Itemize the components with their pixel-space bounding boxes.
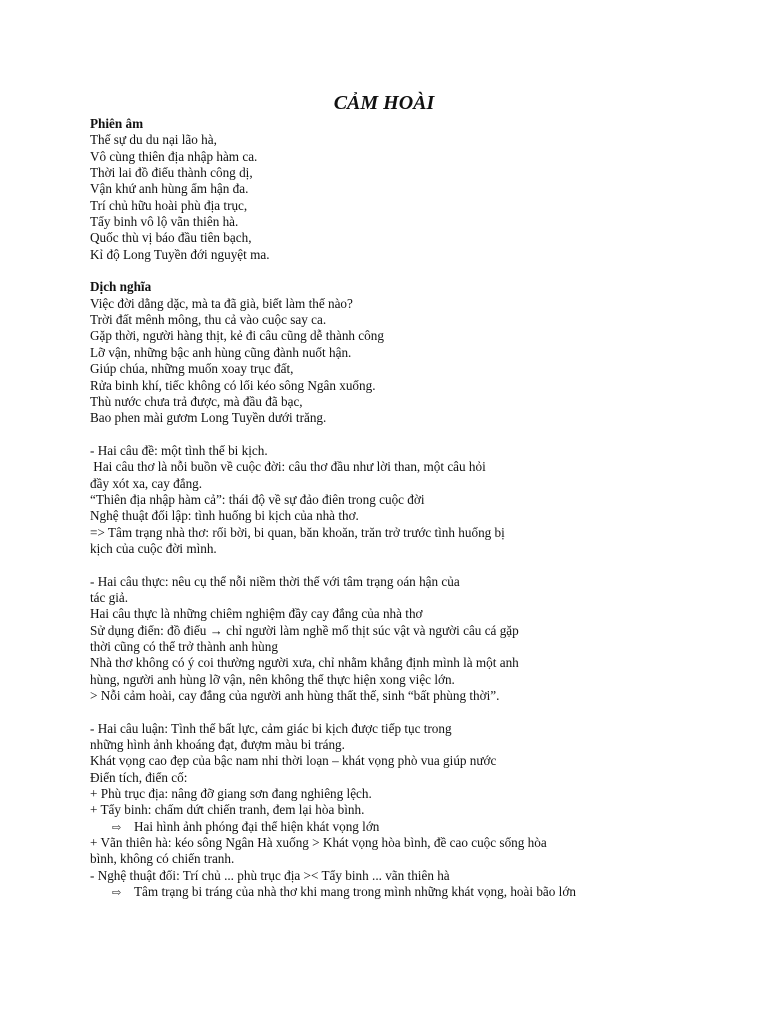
text-line: + Tẩy binh: chấm dứt chiến tranh, đem lại hòa bình. [90,802,365,818]
text-line: “Thiên địa nhập hàm cả”: thái độ về sự đảo điên trong cuộc đời [90,491,425,507]
arrow-point [90,884,750,900]
text-line: những hình ảnh khoáng đạt, đượm màu bi tráng. [90,737,345,753]
text-line: Nhà thơ không có ý coi thường người xưa, chỉ nhằm khẳng định mình là một anh [90,655,519,671]
page-title: CẢM HOÀI [333,92,435,114]
text-line: Thù nước chưa trả được, mà đầu đã bạc, [90,393,303,409]
arrow-right-icon: ⇨ [112,887,122,900]
text-line: + Vãn thiên hà: kéo sông Ngân Hà xuống > Khát vọng hòa bình, đề cao cuộc sống hòa [90,835,547,851]
text-line: Khát vọng cao đẹp của bậc nam nhi thời loạn – khát vọng phò vua giúp nước [90,753,497,769]
text-line: - Hai câu đề: một tình thế bi kịch. [90,442,268,458]
text-line: - Nghệ thuật đối: Trí chủ ... phù trục địa >< Tẩy binh ... vãn thiên hà [90,867,450,883]
dich-nghia-lines [90,296,750,427]
text-line: > Nỗi cảm hoài, cay đắng của người anh hùng thất thế, sinh “bất phùng thời”. [90,688,500,704]
text-line: Trời đất mênh mông, thu cả vào cuộc say ca. [90,312,327,328]
text-line: - Hai câu luận: Tình thế bất lực, cảm giác bi kịch được tiếp tục trong [90,720,452,736]
arrow-point [90,819,750,835]
text-line: Nghệ thuật đối lập: tình huống bi kịch của nhà thơ. [90,508,359,524]
text-line: Giúp chúa, những muốn xoay trục đất, [90,361,294,377]
phien-am-lines [90,132,750,263]
text-line: Gặp thời, người hàng thịt, kẻ đi câu cũng dễ thành công [90,328,384,344]
text-line: Tẩy binh vô lộ vãn thiên hà. [90,214,239,230]
text-line: Vận khứ anh hùng ẩm hận đa. [90,181,249,197]
section-heading-phien-am: Phiên âm [90,116,144,131]
text-line: Quốc thù vị báo đầu tiên bạch, [90,230,252,246]
text-line: Sử dụng điển: đồ điếu → chỉ người làm nghề mổ thịt súc vật và người câu cá gặp [90,622,519,638]
spacer [90,427,750,443]
spacer [90,557,750,573]
arrow-point-text: Hai hình ảnh phóng đại thể hiện khát vọng lớn [134,818,380,834]
text-line: đầy xót xa, cay đắng. [90,475,203,491]
spacer [90,704,750,720]
text-line: bình, không có chiến tranh. [90,851,235,867]
text-line: thời cũng có thể trở thành anh hùng [90,639,278,654]
text-line: - Hai câu thực: nêu cụ thể nỗi niềm thời thế với tâm trạng oán hận của [90,573,460,589]
text-line: hùng, người anh hùng lỡ vận, nên không thể thực hiện xong việc lớn. [90,671,455,687]
text-line: Điển tích, điển cố: [90,769,188,785]
text-line: Thời lai đồ điếu thành công dị, [90,165,253,181]
text-line: + Phù trục địa: nâng đỡ giang sơn đang nghiêng lệch. [90,786,372,802]
text-line: tác giả. [90,589,129,605]
arrow-right-icon: ⇨ [112,821,122,834]
text-line: Việc đời dằng dặc, mà ta đã già, biết làm thế nào? [90,295,353,311]
text-line: Bao phen mài gươm Long Tuyền dưới trăng. [90,410,327,426]
text-line: Lỡ vận, những bậc anh hùng cũng đành nuốt hận. [90,344,352,360]
analysis-de [90,443,750,557]
section-heading-dich-nghia: Dịch nghĩa [90,279,152,295]
text-line: Vô cùng thiên địa nhập hàm ca. [90,148,258,164]
text-line: => Tâm trạng nhà thơ: rối bời, bi quan, băn khoăn, trăn trở trước tình huống bị [90,524,505,540]
text-line: Trí chủ hữu hoài phù địa trục, [90,197,248,213]
analysis-thuc [90,574,750,705]
arrow-point-text: Tâm trạng bi tráng của nhà thơ khi mang trong mình những khát vọng, hoài bão lớn [134,884,576,900]
text-line: kịch của cuộc đời mình. [90,540,217,556]
text-line: Hai câu thơ là nỗi buồn về cuộc đời: câu thơ đầu như lời than, một câu hỏi [90,459,486,475]
text-line: Kỉ độ Long Tuyền đới nguyệt ma. [90,246,270,262]
text-line: Thế sự du du nại lão hà, [90,132,217,148]
text-line: Hai câu thực là những chiêm nghiệm đầy cay đắng của nhà thơ [90,606,423,622]
document-body [90,116,750,901]
analysis-luan [90,721,750,901]
text-line: Rửa binh khí, tiếc không có lối kéo sông Ngân xuống. [90,377,376,393]
spacer [90,263,750,279]
